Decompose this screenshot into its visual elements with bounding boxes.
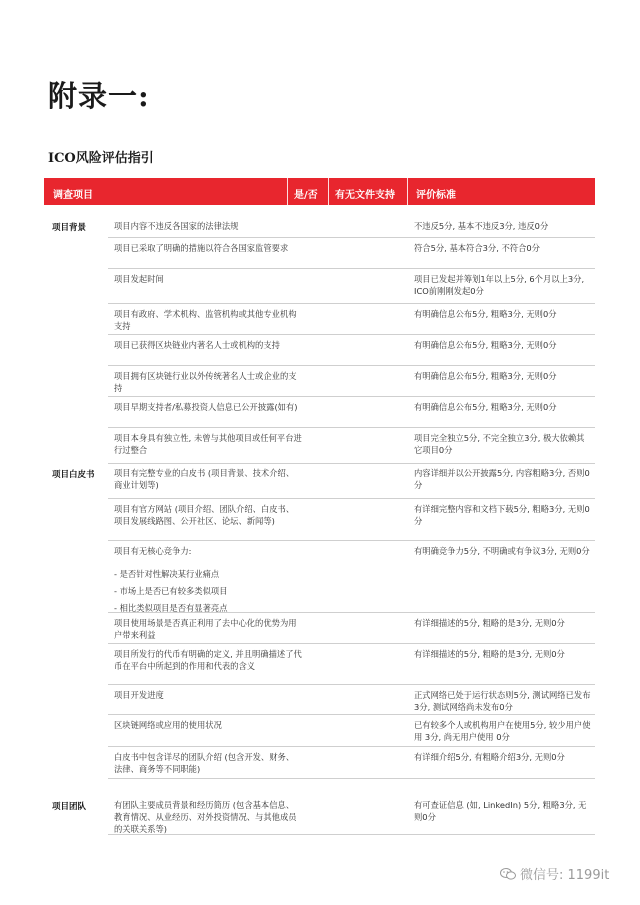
- item-cell: 白皮书中包含详尽的团队介绍 (包含开发、财务、法律、商务等不同职能): [114, 752, 295, 774]
- section-label: 项目背景: [52, 223, 87, 233]
- table-row: [108, 365, 595, 397]
- item-cell: 项目所发行的代币有明确的定义, 并且明确描述了代币在平台中所起到的作用和代表的含义: [114, 649, 302, 671]
- item-subpoint: - 是否针对性解决某行业痛点: [114, 569, 220, 579]
- item-cell: 项目早期支持者/私募投资人信息已公开披露(如有): [114, 402, 298, 412]
- standard-cell: 有明确信息公布5分, 粗略3分, 无则0分: [414, 340, 557, 350]
- header-divider: [287, 178, 288, 205]
- header-docs: 有无文件支持: [335, 190, 395, 201]
- header-yesno: 是/否: [294, 190, 318, 201]
- table-row: [108, 540, 595, 613]
- table-row: [108, 612, 595, 644]
- table-row: [108, 334, 595, 366]
- table-row: [108, 643, 595, 685]
- header-divider: [407, 178, 408, 205]
- standard-cell: 不违反5分, 基本不违反3分, 违反0分: [414, 221, 549, 231]
- standard-cell: 内容详细并以公开披露5分, 内容粗略3分, 否则0分: [414, 468, 590, 490]
- item-cell: 项目发起时间: [114, 274, 164, 284]
- table-row: [108, 498, 595, 541]
- item-cell: 项目本身具有独立性, 未曾与其他项目或任何平台进行过整合: [114, 433, 302, 455]
- section-label: 项目白皮书: [52, 470, 95, 480]
- standard-cell: 有详细完整内容和文档下载5分, 粗略3分, 无则0分: [414, 504, 590, 526]
- watermark: [500, 864, 609, 883]
- item-cell: 项目有官方网站 (项目介绍、团队介绍、白皮书、项目发展线路图、公开社区、论坛、新闻等): [114, 504, 295, 526]
- item-subpoint: - 相比类似项目是否有显著亮点: [114, 603, 228, 613]
- standard-cell: 有明确信息公布5分, 粗略3分, 无则0分: [414, 402, 557, 412]
- header-divider: [328, 178, 329, 205]
- page-title: 附录一:: [48, 79, 150, 113]
- standard-cell: 有明确竞争力5分, 不明确或有争议3分, 无则0分: [414, 546, 590, 556]
- standard-cell: 有明确信息公布5分, 粗略3分, 无则0分: [414, 309, 557, 319]
- standard-cell: 有详细描述的5分, 粗略的是3分, 无则0分: [414, 649, 565, 659]
- table-row: [108, 303, 595, 335]
- item-cell: 项目已获得区块链业内著名人士或机构的支持: [114, 340, 280, 350]
- standard-cell: 符合5分, 基本符合3分, 不符合0分: [414, 243, 540, 253]
- header-item: 调查项目: [53, 190, 93, 201]
- item-cell: 项目开发进度: [114, 690, 164, 700]
- item-cell: 项目使用场景是否真正利用了去中心化的优势为用户带来利益: [114, 618, 297, 640]
- section-label: 项目团队: [52, 802, 87, 812]
- table-row: [108, 714, 595, 747]
- item-cell: 项目已采取了明确的措施以符合各国家监管要求: [114, 243, 289, 253]
- item-cell: 项目内容不违反各国家的法律法规: [114, 221, 239, 231]
- item-cell: 项目有政府、学术机构、监管机构或其他专业机构支持: [114, 309, 297, 331]
- item-cell: 有团队主要成员背景和经历简历 (包含基本信息、教育情况、从业经历、对外投资情况、与其他成员的关联关系等): [114, 800, 297, 834]
- watermark-text: 微信号: 1199it: [520, 868, 610, 883]
- standard-cell: 有详细介绍5分, 有粗略介绍3分, 无则0分: [414, 752, 565, 762]
- table-row: [108, 215, 595, 238]
- table-row: [108, 427, 595, 464]
- header-standard: 评价标准: [416, 190, 456, 201]
- standard-cell: 项目完全独立5分, 不完全独立3分, 极大依赖其它项目0分: [414, 433, 585, 455]
- table-row: [108, 684, 595, 715]
- standard-cell: 正式网络已处于运行状态则5分, 测试网络已发布 3分, 测试网络尚未发布0分: [414, 690, 591, 712]
- standard-cell: 项目已发起并筹划1年以上5分, 6个月以上3分, ICO前刚刚发起0分: [414, 274, 585, 296]
- standard-cell: 已有较多个人或机构用户在使用5分, 较少用户使用 3分, 尚无用户使用 0分: [414, 720, 591, 742]
- table-row: [108, 268, 595, 304]
- item-cell: 项目有完整专业的白皮书 (项目背景、技术介绍、商业计划等): [114, 468, 295, 490]
- table-header: [44, 178, 595, 205]
- table-row: [108, 396, 595, 428]
- wechat-icon: [500, 867, 516, 881]
- table-title: ICO风险评估指引: [48, 151, 154, 166]
- table-row: [108, 746, 595, 779]
- standard-cell: 有明确信息公布5分, 粗略3分, 无则0分: [414, 371, 557, 381]
- item-cell: 项目有无核心竞争力:: [114, 546, 192, 556]
- standard-cell: 有详细描述的5分, 粗略的是3分, 无则0分: [414, 618, 565, 628]
- item-cell: 项目拥有区块链行业以外传统著名人士或企业的支持: [114, 371, 297, 393]
- item-cell: 区块链网络或应用的使用状况: [114, 720, 222, 730]
- table-row: [108, 462, 595, 499]
- table-row: [108, 237, 595, 269]
- table-row: [108, 794, 595, 835]
- item-subpoint: - 市场上是否已有较多类似项目: [114, 586, 228, 596]
- standard-cell: 有可查证信息 (如, LinkedIn) 5分, 粗略3分, 无则0分: [414, 800, 587, 822]
